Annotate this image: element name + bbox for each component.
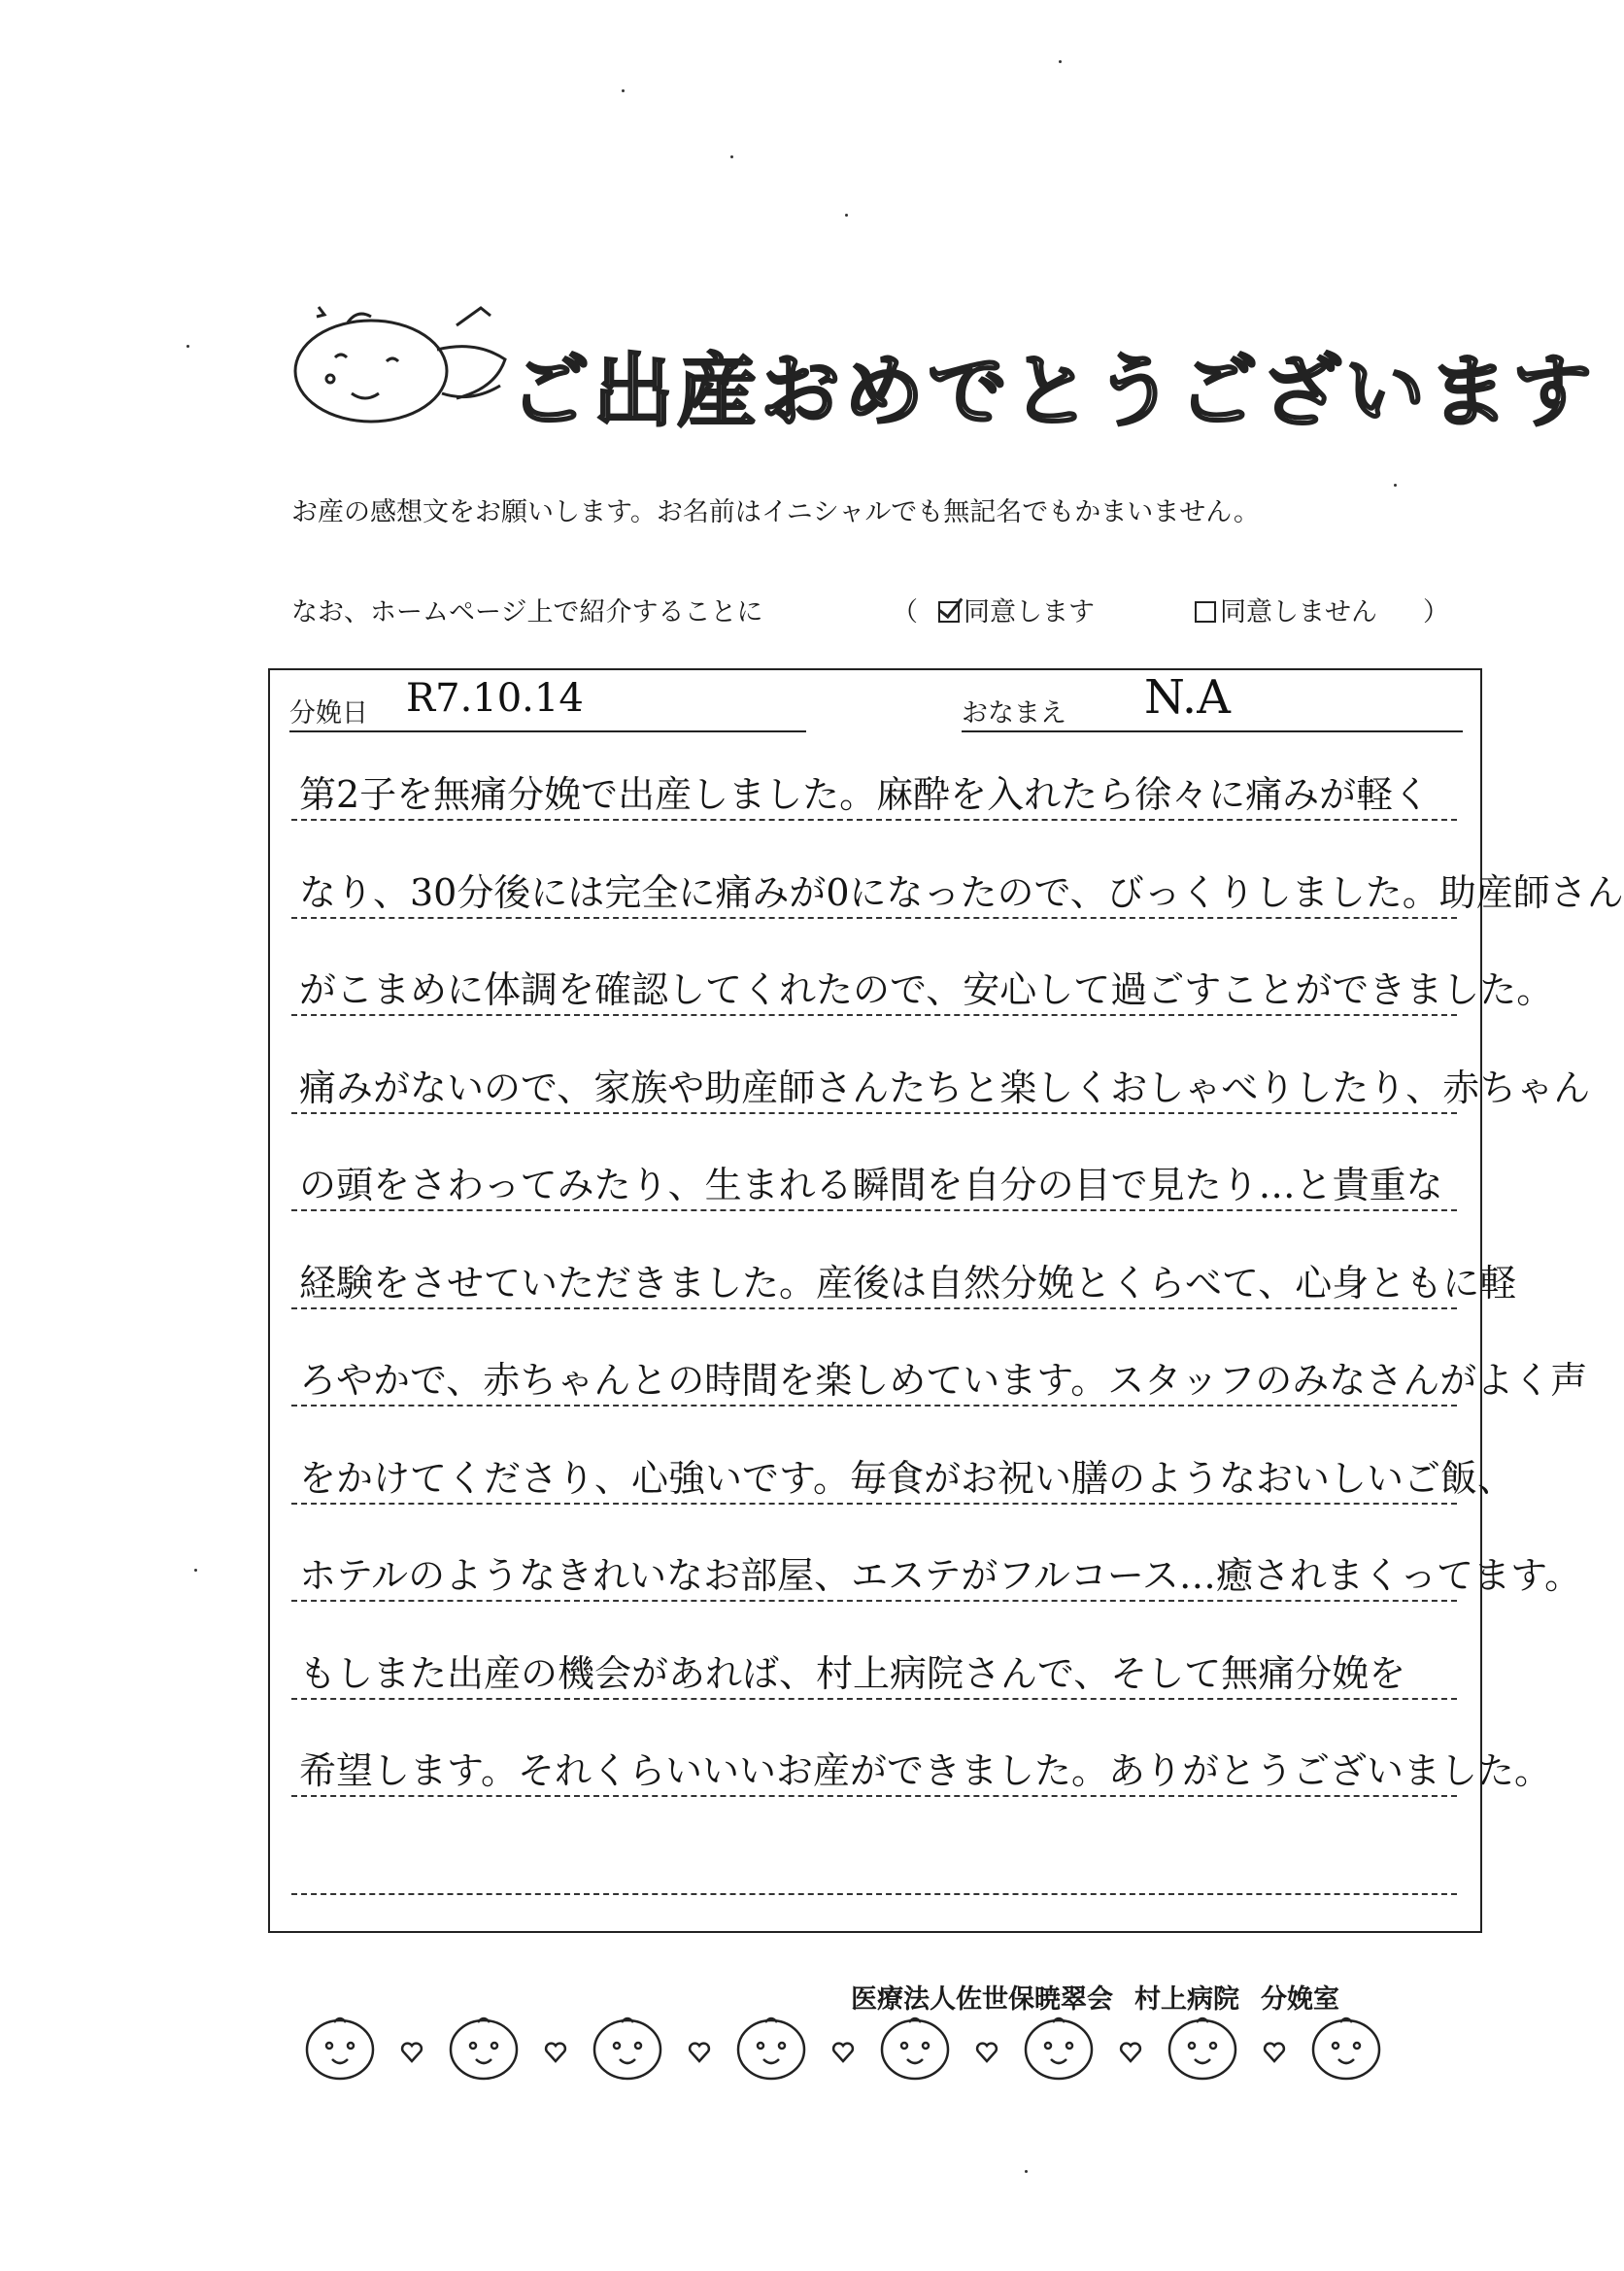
hospital-name: 村上病院 xyxy=(1134,1984,1239,2014)
baby-face-icon xyxy=(594,2018,660,2079)
heart-icon xyxy=(402,2044,422,2061)
dashed-rule xyxy=(291,1014,1457,1016)
congratulations-banner xyxy=(291,291,1597,457)
dashed-rule xyxy=(291,1209,1457,1211)
organization-name: 医療法人佐世保暁翠会 xyxy=(851,1984,1113,2014)
delivery-date-value[interactable]: R7.10.14 xyxy=(406,676,584,721)
impression-line[interactable]: 第2子を無痛分娩で出産しました。麻酔を入れたら徐々に痛みが軽く xyxy=(299,773,1431,816)
banner-title: ご出産おめでとうございます xyxy=(510,346,1597,438)
heart-icon xyxy=(690,2044,709,2061)
baby-face-icon xyxy=(738,2018,804,2079)
scan-speck xyxy=(186,345,189,348)
baby-face-icon xyxy=(882,2018,948,2079)
impression-line[interactable]: をかけてくださり、心強いです。毎食がお祝い膳のようなおいしいご飯、 xyxy=(299,1457,1514,1500)
impression-line[interactable]: 経験をさせていただきました。産後は自然分娩とくらべて、心身ともに軽 xyxy=(299,1262,1517,1305)
consent-paren-open: （ xyxy=(892,597,918,627)
impression-form xyxy=(268,668,1624,1933)
dashed-rule xyxy=(291,1405,1457,1407)
consent-disagree-option[interactable] xyxy=(1195,591,1377,628)
scan-speck xyxy=(1059,60,1062,63)
baby-faces-border xyxy=(301,2011,1467,2088)
heart-icon xyxy=(546,2044,565,2061)
dashed-rule xyxy=(291,1795,1457,1797)
scan-speck xyxy=(1025,2170,1028,2173)
baby-face-icon xyxy=(1026,2018,1092,2079)
scan-speck xyxy=(194,1569,197,1572)
impression-line[interactable]: なり、30分後には完全に痛みが0になったので、びっくりしました。助産師さん xyxy=(299,871,1624,914)
heart-icon xyxy=(1121,2044,1140,2061)
department-name: 分娩室 xyxy=(1261,1984,1339,2014)
impression-line[interactable]: 希望します。それくらいいいお産ができました。ありがとうございました。 xyxy=(299,1749,1551,1792)
consent-agree-option[interactable] xyxy=(938,591,1095,628)
disagree-checkbox[interactable] xyxy=(1195,601,1216,623)
impression-line[interactable]: 痛みがないので、家族や助産師さんたちと楽しくおしゃべりしたり、赤ちゃん xyxy=(299,1067,1591,1109)
name-value[interactable]: N.A xyxy=(1144,670,1231,725)
disagree-label: 同意しません xyxy=(1220,597,1377,627)
dashed-rule xyxy=(291,1893,1457,1895)
baby-face-icon xyxy=(307,2018,373,2079)
agree-checkbox[interactable] xyxy=(938,601,960,623)
dashed-rule xyxy=(291,1600,1457,1602)
impression-line[interactable]: の頭をさわってみたり、生まれる瞬間を自分の目で見たり…と貴重な xyxy=(299,1164,1443,1206)
dashed-rule xyxy=(291,1698,1457,1700)
baby-face-icon xyxy=(1313,2018,1379,2079)
scan-speck xyxy=(622,89,625,92)
consent-lead: なお、ホームページ上で紹介することに xyxy=(291,597,763,627)
dashed-rule xyxy=(291,1112,1457,1114)
dashed-rule xyxy=(291,819,1457,821)
dashed-rule xyxy=(291,1307,1457,1309)
dashed-rule xyxy=(291,1503,1457,1505)
heart-icon xyxy=(977,2044,997,2061)
name-underline xyxy=(962,730,1463,732)
impression-line[interactable]: もしまた出産の機会があれば、村上病院さんで、そして無痛分娩を xyxy=(299,1652,1406,1695)
consent-paren-close: ） xyxy=(1423,597,1449,627)
impression-line[interactable]: がこまめに体調を確認してくれたので、安心して過ごすことができました。 xyxy=(299,968,1554,1011)
impression-line[interactable]: ろやかで、赤ちゃんとの時間を楽しめています。スタッフのみなさんがよく声 xyxy=(299,1359,1588,1402)
delivery-date-label: 分娩日 xyxy=(289,698,368,728)
agree-label: 同意します xyxy=(964,597,1095,627)
heart-icon xyxy=(1265,2044,1284,2061)
dashed-rule xyxy=(291,917,1457,919)
impression-line[interactable]: ホテルのようなきれいなお部屋、エステがフルコース…癒されまくってます。 xyxy=(299,1554,1582,1597)
delivery-date-underline xyxy=(289,730,806,732)
name-label: おなまえ xyxy=(962,698,1066,728)
baby-illustration-icon xyxy=(291,301,520,427)
scan-speck xyxy=(845,214,848,217)
instruction-text: お産の感想文をお願いします。お名前はイニシャルでも無記名でもかまいません。 xyxy=(291,497,1260,526)
baby-face-icon xyxy=(451,2018,517,2079)
heart-icon xyxy=(833,2044,853,2061)
scan-speck xyxy=(1394,484,1397,487)
scan-speck xyxy=(730,155,733,158)
baby-face-icon xyxy=(1169,2018,1235,2079)
